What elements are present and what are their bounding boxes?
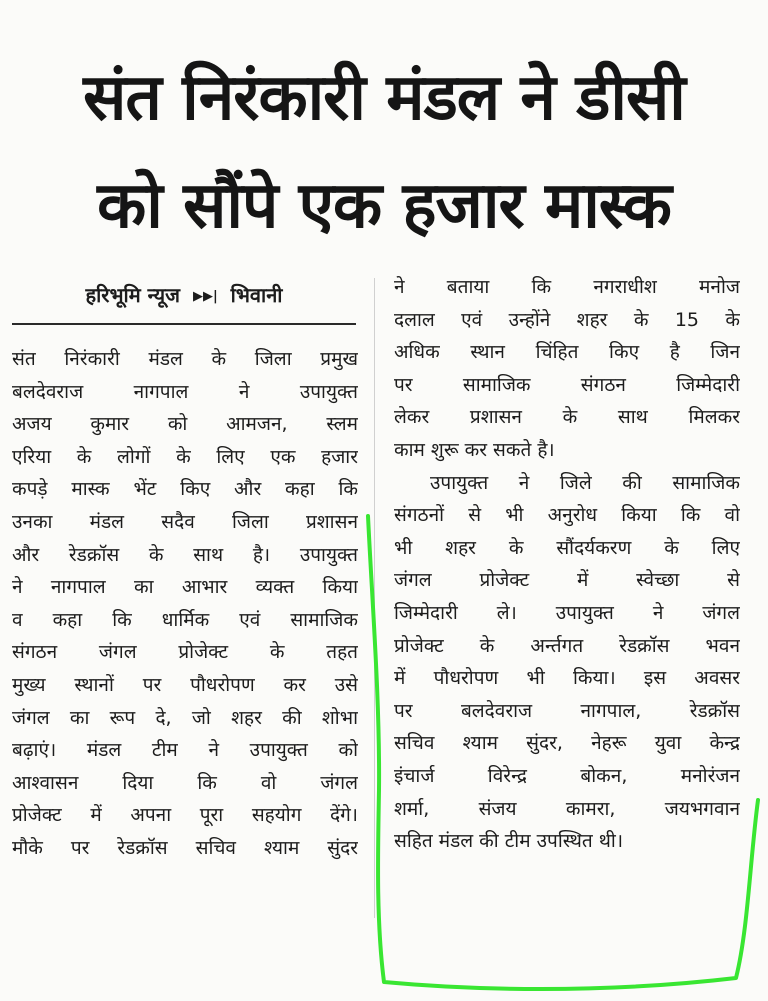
right-line: जिम्मेदारी ले। उपायुक्त ने जंगल: [394, 601, 740, 624]
right-column: [394, 271, 740, 858]
left-line: व कहा कि धार्मिक एवं सामाजिक: [12, 608, 358, 631]
right-line: पर सामाजिक संगठन जिम्मेदारी: [394, 373, 740, 396]
byline-separator-icon: ▶▶|: [192, 289, 218, 304]
right-line: संगठनों से भी अनुरोध किया कि वो: [394, 504, 740, 527]
left-line: जंगल का रूप दे, जो शहर की शोभा: [12, 706, 358, 729]
right-line: काम शुरू कर सकते है।: [394, 438, 555, 461]
left-line: संगठन जंगल प्रोजेक्ट के तहत: [12, 641, 358, 664]
right-line: प्रोजेक्ट के अर्न्तगत रेडक्रॉस भवन: [394, 634, 740, 657]
left-line: और रेडक्रॉस के साथ है। उपायुक्त: [12, 543, 358, 566]
right-line: अधिक स्थान चिंहित किए है जिन: [394, 341, 740, 364]
byline-rule: [12, 323, 356, 325]
right-line: सहित मंडल की टीम उपस्थित थी।: [394, 830, 624, 853]
right-line: लेकर प्रशासन के साथ मिलकर: [394, 406, 740, 429]
right-line: सचिव श्याम सुंदर, नेहरू युवा केन्द्र: [394, 732, 740, 755]
left-line: मौके पर रेडक्रॉस सचिव श्याम सुंदर: [12, 836, 358, 859]
left-column: [12, 343, 358, 865]
right-line: पर बलदेवराज नागपाल, रेडक्रॉस: [394, 699, 740, 722]
left-line: संत निरंकारी मंडल के जिला प्रमुख: [12, 348, 358, 370]
left-line: उनका मंडल सदैव जिला प्रशासन: [12, 510, 358, 533]
byline: [12, 280, 356, 314]
left-line: एरिया के लोगों के लिए एक हजार: [12, 445, 358, 468]
right-line: में पौधरोपण भी किया। इस अवसर: [394, 667, 740, 690]
headline-line-1: संत निरंकारी मंडल ने डीसी: [83, 61, 685, 135]
left-line: आश्वासन दिया कि वो जंगल: [12, 771, 358, 794]
right-line: दलाल एवं उन्होंने शहर के 15 के: [394, 308, 740, 331]
left-line: बढ़ाएं। मंडल टीम ने उपायुक्त को: [12, 739, 358, 762]
column-divider: [374, 278, 375, 918]
right-line: ने बताया कि नगराधीश मनोज: [394, 276, 740, 298]
headline-line-2: को सौंपे एक हजार मास्क: [97, 169, 671, 243]
left-line: प्रोजेक्ट में अपना पूरा सहयोग देंगे।: [12, 804, 358, 827]
left-line: अजय कुमार को आमजन, स्लम: [12, 413, 358, 436]
left-line: कपड़े मास्क भेंट किए और कहा कि: [12, 478, 358, 501]
left-line: मुख्य स्थानों पर पौधरोपण कर उसे: [12, 673, 358, 696]
left-line: ने नागपाल का आभार व्यक्त किया: [12, 576, 358, 599]
right-line: भी शहर के सौंदर्यकरण के लिए: [394, 536, 740, 559]
right-line: उपायुक्त ने जिले की सामाजिक: [430, 471, 740, 494]
right-line: इंचार्ज विरेन्द्र बोकन, मनोरंजन: [394, 764, 740, 787]
byline-source: हरिभूमि न्यूज: [85, 283, 180, 307]
left-line: बलदेवराज नागपाल ने उपायुक्त: [12, 380, 358, 403]
headline: [8, 44, 760, 260]
right-line: जंगल प्रोजेक्ट में स्वेच्छा से: [394, 569, 740, 592]
byline-place: भिवानी: [230, 283, 283, 307]
right-line: शर्मा, संजय कामरा, जयभगवान: [394, 797, 740, 820]
